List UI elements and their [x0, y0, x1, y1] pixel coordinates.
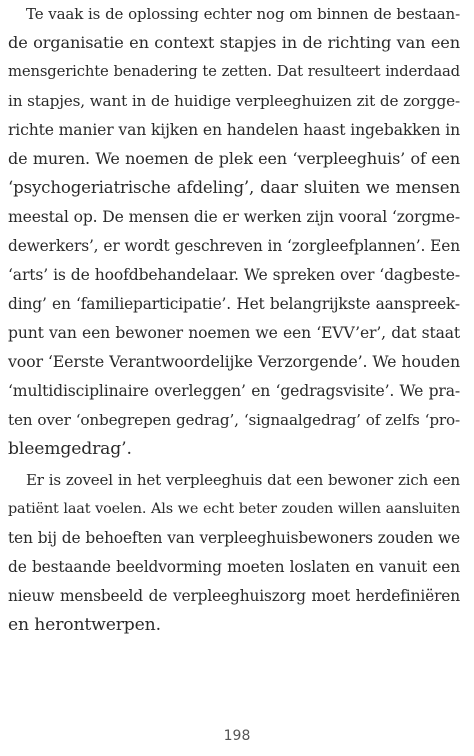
- text-line: bleemgedrag’.: [8, 439, 132, 459]
- text-line: en herontwerpen.: [8, 615, 161, 635]
- text-line: in stapjes, want in de huidige verpleeghuizen zit de zorgge-: [8, 92, 460, 110]
- text-line: nieuw mensbeeld de verpleeghuiszorg moet herdefiniëren: [8, 587, 460, 605]
- text-line-content: Te vaak is de oplossing echter nog om binnen de bestaan-: [26, 5, 460, 23]
- text-line: punt van een bewoner noemen we een ‘EVV’er’, dat staat: [8, 324, 460, 342]
- text-line: meestal op. De mensen die er werken zijn vooral ‘zorgme-: [8, 208, 460, 226]
- text-line: [8, 0, 460, 28]
- text-line: dewerkers’, er wordt geschreven in ‘zorgleefplannen’. Een: [8, 237, 460, 255]
- text-line: de organisatie en context stapjes in de richting van een: [8, 33, 460, 52]
- text-line: ‘arts’ is de hoofdbehandelaar. We spreken over ‘dagbeste-: [8, 266, 460, 284]
- text-line: mensgerichte benadering te zetten. Dat resulteert inderdaad: [8, 63, 460, 80]
- text-line: de bestaande beeldvorming moeten loslaten en vanuit een: [8, 558, 460, 576]
- page-number: 198: [223, 728, 251, 744]
- text-line: de muren. We noemen de plek een ‘verpleeghuis’ of een: [8, 149, 460, 168]
- text-line: ten bij de behoeften van verpleeghuisbewoners zouden we: [8, 529, 460, 547]
- text-line: ‘multidisciplinaire overleggen’ en ‘gedragsvisite’. We pra-: [8, 382, 460, 400]
- text-line: richte manier van kijken en handelen haast ingebakken in: [8, 121, 460, 139]
- text-line: Er is zoveel in het verpleeghuis dat een bewoner zich een: [26, 471, 460, 489]
- text-line: ding’ en ‘familieparticipatie’. Het belangrijkste aanspreek-: [8, 295, 460, 313]
- text-line: patiënt laat voelen. Als we echt beter zouden willen aansluiten: [8, 501, 460, 517]
- text-line: voor ‘Eerste Verantwoordelijke Verzorgende’. We houden: [8, 352, 460, 371]
- text-line: ‘psychogeriatrische afdeling’, daar sluiten we mensen: [8, 178, 460, 197]
- text-line: ten over ‘onbegrepen gedrag’, ‘signaalgedrag’ of zelfs ‘pro-: [8, 411, 460, 429]
